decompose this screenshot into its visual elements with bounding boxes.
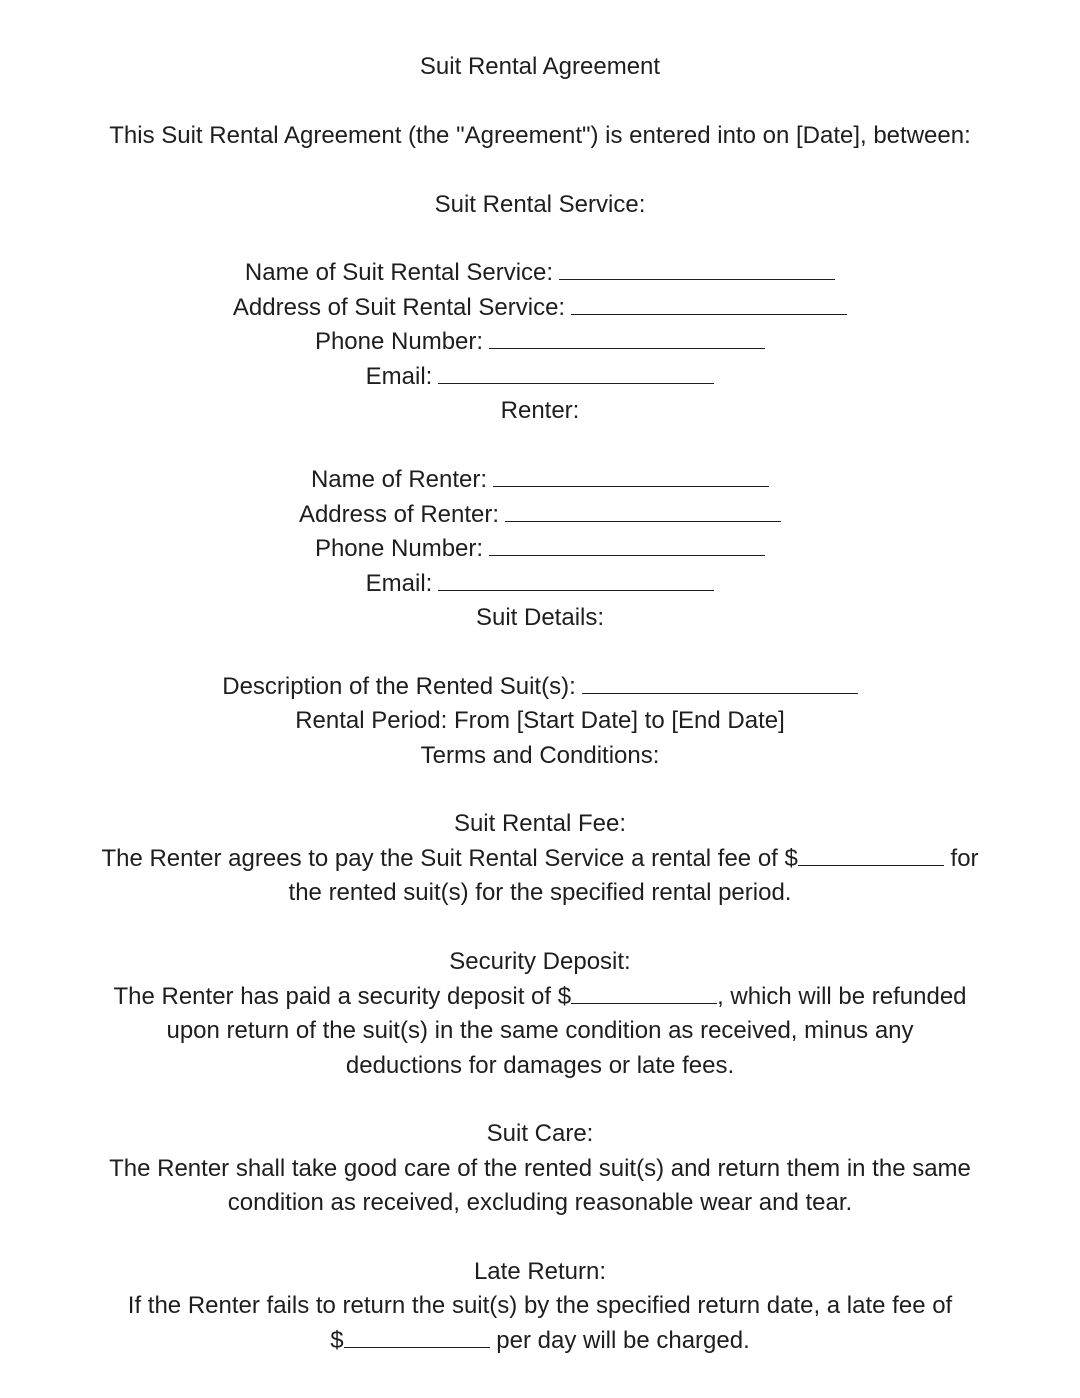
fee-line-1 xyxy=(0,842,1080,876)
blank-line[interactable] xyxy=(438,361,714,384)
text: , which will be refunded xyxy=(717,983,967,1010)
text: $ xyxy=(330,1327,344,1354)
intro-text: This Suit Rental Agreement (the "Agreement") is entered into on [Date], between: xyxy=(109,122,971,149)
rental-period: Rental Period: From [Start Date] to [End Date] xyxy=(295,707,785,734)
text: The Renter agrees to pay the Suit Rental Service a rental fee of $ xyxy=(101,845,798,872)
fee-line-2: the rented suit(s) for the specified rental period. xyxy=(288,879,792,906)
late-line-2 xyxy=(0,1324,1080,1358)
deposit-line-1 xyxy=(0,980,1080,1014)
field-label: Address of Renter: xyxy=(298,501,500,528)
deposit-line-3: deductions for damages or late fees. xyxy=(345,1052,735,1079)
field-label: Phone Number: xyxy=(314,535,484,562)
care-heading: Suit Care: xyxy=(486,1120,594,1147)
care-line-2: condition as received, excluding reasonable wear and tear. xyxy=(227,1189,853,1216)
renter-email-field[interactable] xyxy=(0,567,1080,601)
text: for xyxy=(943,845,979,872)
field-label: Address of Suit Rental Service: xyxy=(232,294,566,321)
suit-description-field[interactable] xyxy=(0,670,1080,704)
deposit-blank[interactable] xyxy=(571,981,717,1004)
blank-line[interactable] xyxy=(559,257,835,280)
service-phone-field[interactable] xyxy=(0,325,1080,359)
renter-heading: Renter: xyxy=(500,397,580,424)
text: per day will be charged. xyxy=(489,1327,750,1354)
renter-phone-field[interactable] xyxy=(0,532,1080,566)
deposit-line-2: upon return of the suit(s) in the same condition as received, minus any xyxy=(166,1017,914,1044)
late-heading: Late Return: xyxy=(473,1258,607,1285)
text: The Renter has paid a security deposit of $ xyxy=(113,983,572,1010)
blank-line[interactable] xyxy=(438,568,714,591)
fee-blank[interactable] xyxy=(798,843,944,866)
service-name-field[interactable] xyxy=(0,256,1080,290)
fee-heading: Suit Rental Fee: xyxy=(453,810,627,837)
field-label: Phone Number: xyxy=(314,328,484,355)
blank-line[interactable] xyxy=(489,533,765,556)
suit-heading: Suit Details: xyxy=(475,604,605,631)
late-line-1: If the Renter fails to return the suit(s) by the specified return date, a late fee of xyxy=(127,1292,953,1319)
late-fee-blank[interactable] xyxy=(344,1325,490,1348)
document-title: Suit Rental Agreement xyxy=(419,53,661,80)
field-label: Name of Suit Rental Service: xyxy=(244,259,554,286)
blank-line[interactable] xyxy=(571,292,847,315)
blank-line[interactable] xyxy=(505,499,781,522)
blank-line[interactable] xyxy=(582,671,858,694)
service-email-field[interactable] xyxy=(0,360,1080,394)
blank-line[interactable] xyxy=(493,464,769,487)
field-label: Description of the Rented Suit(s): xyxy=(222,673,576,700)
field-label: Name of Renter: xyxy=(310,466,488,493)
service-heading: Suit Rental Service: xyxy=(434,191,646,218)
service-address-field[interactable] xyxy=(0,291,1080,325)
deposit-heading: Security Deposit: xyxy=(449,948,631,975)
renter-name-field[interactable] xyxy=(0,463,1080,497)
blank-line[interactable] xyxy=(489,326,765,349)
renter-address-field[interactable] xyxy=(0,498,1080,532)
care-line-1: The Renter shall take good care of the rented suit(s) and return them in the same xyxy=(109,1155,971,1182)
terms-heading: Terms and Conditions: xyxy=(420,742,660,769)
field-label: Email: xyxy=(365,363,433,390)
field-label: Email: xyxy=(365,570,433,597)
